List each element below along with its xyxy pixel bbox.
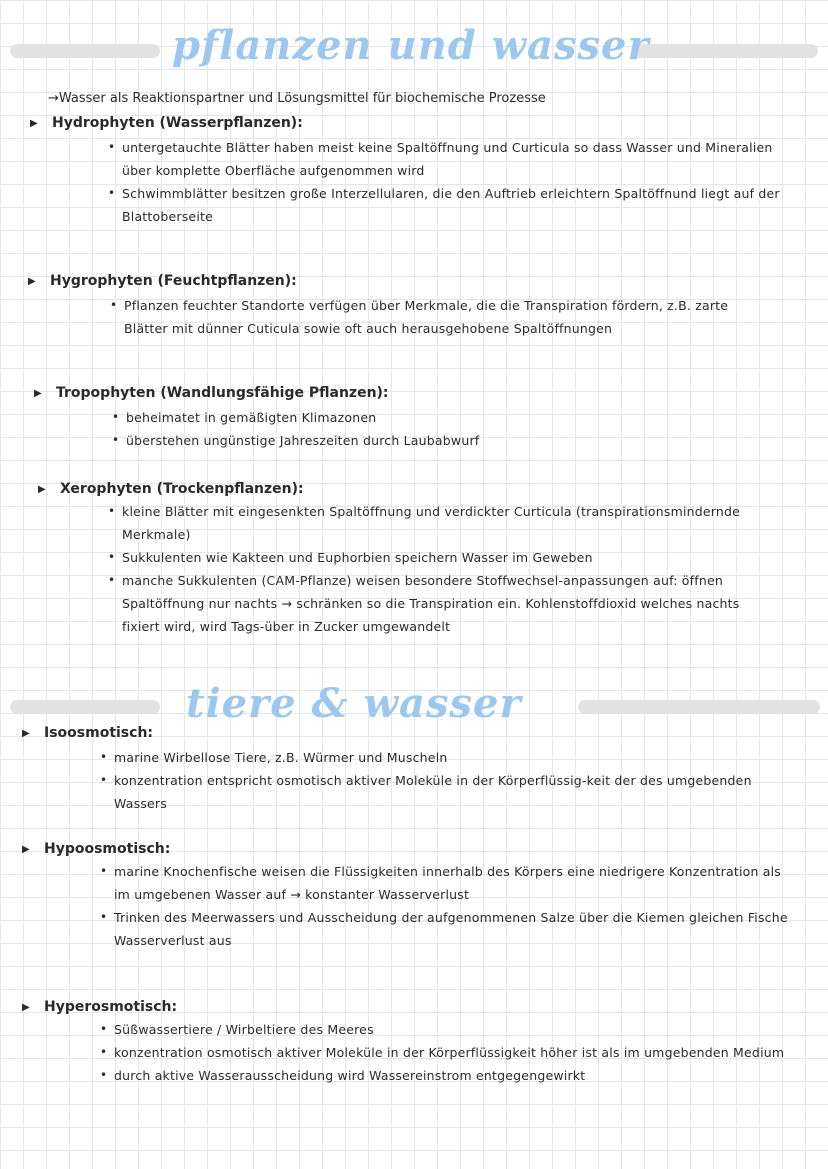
- triangle-icon: ▶: [28, 276, 36, 287]
- list-item: • kleine Blätter mit eingesenkten Spaltöffnung und verdickter Curticula (transpirationsmindernde Merkmale): [108, 500, 780, 546]
- triangle-icon: ▶: [22, 728, 30, 739]
- list-item: • konzentration entspricht osmotisch aktiver Moleküle in der Körperflüssig-keit der des umgebenden Wassers: [100, 769, 790, 815]
- page-title: pflanzen und wasser: [172, 22, 650, 69]
- list-item: • überstehen ungünstige Jahreszeiten durch Laubabwurf: [112, 429, 752, 452]
- hydrophyten-heading: ▶ Hydrophyten (Wasserpflanzen):: [30, 112, 303, 135]
- hyperosmotisch-list: [100, 1018, 790, 1087]
- xerophyten-heading: ▶ Xerophyten (Trockenpflanzen):: [38, 478, 304, 501]
- list-item: • Pflanzen feuchter Standorte verfügen über Merkmale, die die Transpiration fördern, z.B. zarte Blätter mit dünner Cuticula sowie oft auch herausgehobene Spaltöffnungen: [110, 294, 750, 340]
- list-item: • durch aktive Wasserausscheidung wird Wassereinstrom entgegengewirkt: [100, 1064, 790, 1087]
- triangle-icon: ▶: [30, 118, 38, 129]
- triangle-icon: ▶: [22, 844, 30, 855]
- section-bar-right: [578, 700, 820, 714]
- xerophyten-list: [108, 500, 780, 638]
- hygrophyten-list: [110, 294, 750, 340]
- list-item: • marine Knochenfische weisen die Flüssigkeiten innerhalb des Körpers eine niedrigere Konzentration als im umgebenen Wasser auf → konstanter Wasserverlust: [100, 860, 790, 906]
- hypoosmotisch-list: [100, 860, 790, 952]
- section-title-animals: tiere & wasser: [186, 680, 522, 727]
- list-item: • Sukkulenten wie Kakteen und Euphorbien speichern Wasser im Geweben: [108, 546, 780, 569]
- triangle-icon: ▶: [38, 484, 46, 495]
- hypoosmotisch-heading: ▶ Hypoosmotisch:: [22, 838, 170, 861]
- title-bar-right: [632, 44, 818, 58]
- intro-line: →Wasser als Reaktionspartner und Lösungsmittel für biochemische Prozesse: [48, 91, 546, 106]
- hydrophyten-list: [108, 136, 798, 228]
- section-bar-left: [10, 700, 160, 714]
- list-item: • beheimatet in gemäßigten Klimazonen: [112, 406, 752, 429]
- triangle-icon: ▶: [34, 388, 42, 399]
- list-item: • manche Sukkulenten (CAM-Pflanze) weisen besondere Stoffwechsel-anpassungen auf: öffnen Spaltöffnung nur nachts → schränken so die Transpiration ein. Kohlenstoffdioxid welches nachts fixiert wird, wird Tags-über in Zucker umgewandelt: [108, 569, 780, 638]
- list-item: • Trinken des Meerwassers und Ausscheidung der aufgenommenen Salze über die Kiemen gleichen Fische Wasserverlust aus: [100, 906, 790, 952]
- hyperosmotisch-heading: ▶ Hyperosmotisch:: [22, 996, 177, 1019]
- list-item: • untergetauchte Blätter haben meist keine Spaltöffnung und Curticula so dass Wasser und Mineralien über komplette Oberfläche aufgenommen wird: [108, 136, 798, 182]
- list-item: • konzentration osmotisch aktiver Moleküle in der Körperflüssigkeit höher ist als im umgebenden Medium: [100, 1041, 790, 1064]
- list-item: • marine Wirbellose Tiere, z.B. Würmer und Muscheln: [100, 746, 790, 769]
- triangle-icon: ▶: [22, 1002, 30, 1013]
- tropophyten-list: [112, 406, 752, 452]
- isoosmotisch-list: [100, 746, 790, 815]
- hygrophyten-heading: ▶ Hygrophyten (Feuchtpflanzen):: [28, 270, 297, 293]
- title-bar-left: [10, 44, 160, 58]
- tropophyten-heading: ▶ Tropophyten (Wandlungsfähige Pflanzen):: [34, 382, 389, 405]
- list-item: • Süßwassertiere / Wirbeltiere des Meeres: [100, 1018, 790, 1041]
- isoosmotisch-heading: ▶ Isoosmotisch:: [22, 722, 153, 745]
- list-item: • Schwimmblätter besitzen große Interzellularen, die den Auftrieb erleichtern Spaltöffnund liegt auf der Blattoberseite: [108, 182, 798, 228]
